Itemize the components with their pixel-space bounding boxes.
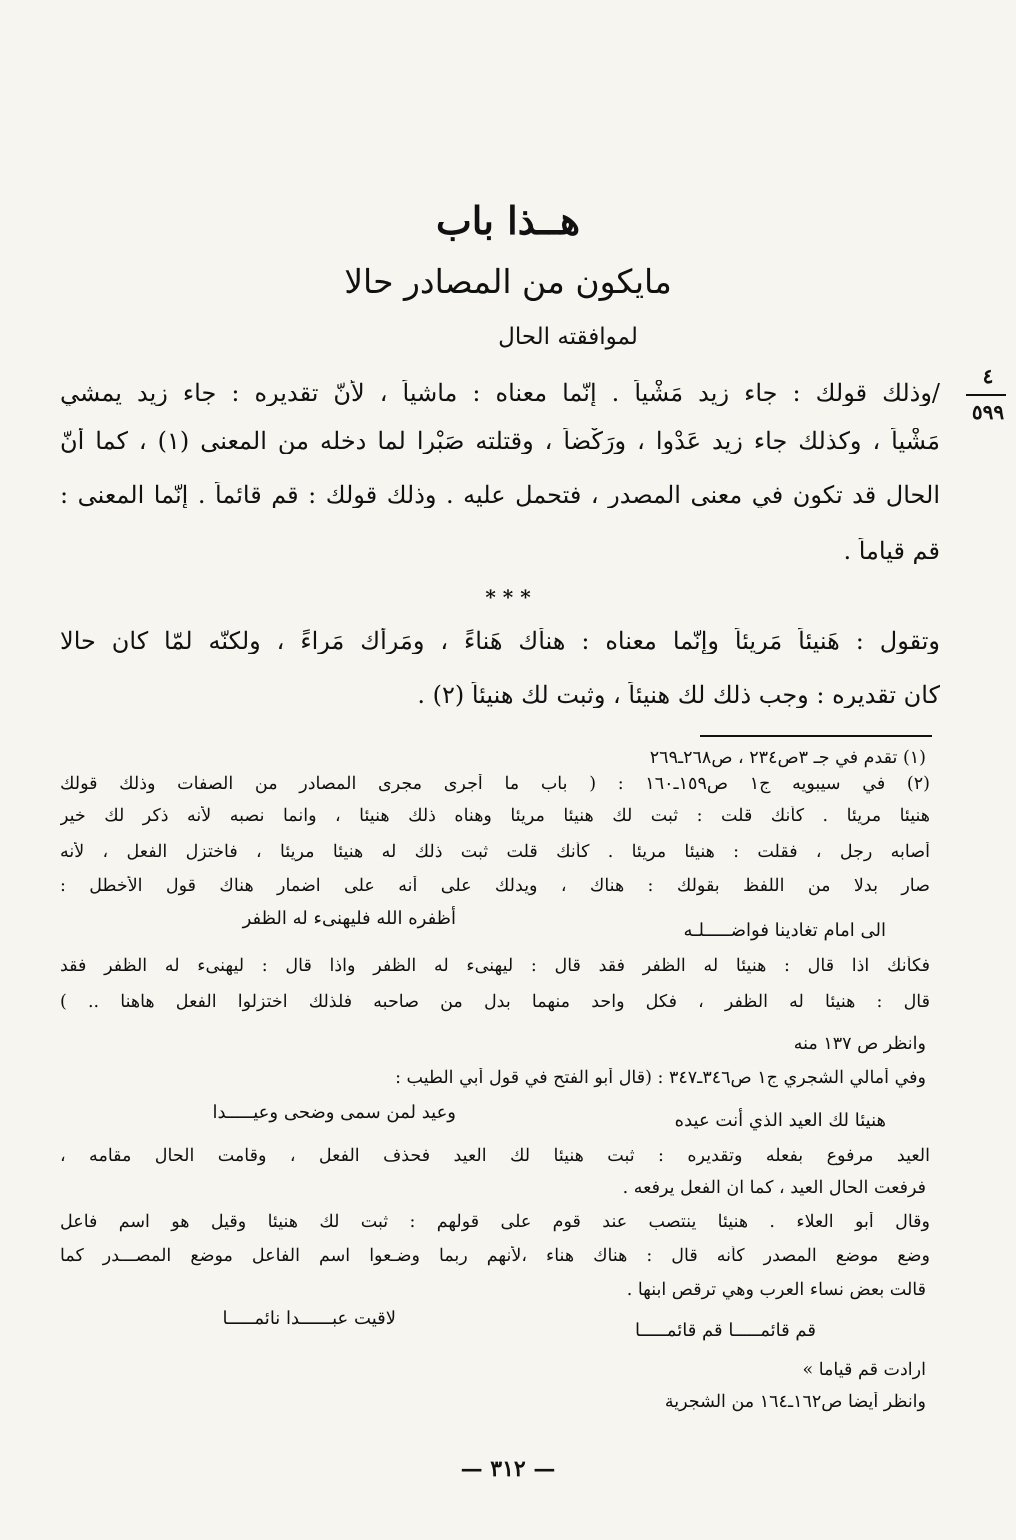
body-line: كان تقديره : وجب ذلك لك هنيئاً ، وثبت لك هنيئاً (٢) . — [417, 682, 940, 709]
footnote-line: أصابه رجل ، فقلت : هنيئا مريئا . كأنك قلت ثبت ذلك له هنيئا مريئا ، فاختزل الفعل ، لأنه — [60, 842, 930, 862]
verse-hemistich: هنيئا لك العيد الذي أنت عيده — [674, 1110, 886, 1131]
footnote-1: (١) تقدم في جـ ٣ص٢٣٤ ، ص٢٦٨ـ٢٦٩ — [649, 748, 926, 768]
margin-part-number: ٤ — [982, 364, 994, 388]
body-line: /وذلك قولك : جاء زيد مَشْياً . إنّما معناه : ماشياً ، لأنّ تقديره : جاء زيد يمشي — [60, 380, 940, 407]
verse-hemistich: الى امام تغادينا فواضـــــلـه — [683, 920, 886, 941]
verse-hemistich: أظفره الله فليهنىء له الظفر — [242, 908, 456, 929]
verse-hemistich: لاقيت عبــــــدا نائمـــــا — [222, 1308, 396, 1329]
page-number: — ٣١٢ — — [460, 1456, 556, 1482]
verse-hemistich: قم قائمـــــا قم قائمـــــا — [634, 1320, 816, 1341]
body-line: وتقول : هَنيئاً مَريئاً وإنّما معناه : هنأَك هَناءً ، ومَرأَك مَراءً ، ولكنّه لمّا كان حالا — [60, 628, 940, 655]
footnote-line: ارادت قم قياما » — [802, 1360, 926, 1380]
section-subtitle: مايكون من المصادر حالا — [344, 262, 672, 301]
footnote-divider — [700, 735, 932, 737]
body-line: مَشْياً ، وكذلك جاء زيد عَدْوا ، ورَكْضاً ، وقتلته صَبْرا لما دخله من المعنى (١) ، كما أنّ — [60, 428, 940, 455]
margin-page-number: ٥٩٩ — [971, 400, 1005, 424]
section-subsubtitle: لموافقته الحال — [498, 324, 638, 350]
footnote-line: وقال أبو العلاء . هنيئا ينتصب عند قوم على قولهم : ثبت لك هنيئا وقيل هو اسم فاعل — [60, 1212, 930, 1232]
footnote-line: قال : هنيئا له الظفر ، فكل واحد منهما بدل من صاحبه فلذلك اختزلوا الفعل هاهنا .. ) — [60, 992, 930, 1012]
body-line: قم قياماً . — [843, 538, 940, 565]
footnote-line: فرفعت الحال العيد ، كما ان الفعل يرفعه . — [622, 1178, 926, 1198]
footnote-line: وانظر أيضا ص١٦٢ـ١٦٤ من الشجرية — [664, 1392, 926, 1412]
footnote-line: (٢) في سيبويه ج١ ص١٥٩ـ١٦٠ : ( باب ما أجرى مجرى المصادر من الصفات وذلك قولك — [60, 774, 930, 794]
footnote-line: العيد مرفوع بفعله وتقديره : ثبت هنيئا لك العيد فحذف الفعل ، وقامت الحال مقامه ، — [60, 1146, 930, 1166]
footnote-line: قالت بعض نساء العرب وهي ترقص ابنها . — [626, 1280, 926, 1300]
footnote-line: وفي أمالي الشجري ج١ ص٣٤٦ـ٣٤٧ : (قال أبو الفتح في قول أبي الطيب : — [395, 1068, 926, 1088]
margin-divider — [966, 394, 1006, 396]
verse-hemistich: وعيد لمن سمى وضحى وعيـــــدا — [212, 1102, 456, 1123]
footnote-line: وضع موضع المصدر كأنه قال : هناك هناء ،لأنهم ربما وضـعوا اسم الفاعل موضع المصـــدر كما — [60, 1246, 930, 1266]
body-line: الحال قد تكون في معنى المصدر ، فتحمل عليه . وذلك قولك : قم قائماً . إنّما المعنى : — [60, 482, 940, 509]
section-separator: * * * — [485, 585, 531, 609]
footnote-line: هنيئا مريئا . كأنك قلت : ثبت لك هنيئا مريئا وهناه ذلك هنيئا ، وانما نصبه لأنه ذكر لك خير — [60, 806, 930, 826]
section-title: هــذا باب — [436, 198, 580, 243]
footnote-line: صار بدلا من اللفظ بقولك : هناك ، ويدلك على أنه على اضمار هناك قول الأخطل : — [60, 876, 930, 896]
footnote-line: وانظر ص ١٣٧ منه — [793, 1034, 926, 1054]
footnote-line: فكأنك اذا قال : هنيئا له الظفر فقد قال : ليهنىء له الظفر واذا قال : ليهنىء له الظفر فقد — [60, 956, 930, 976]
